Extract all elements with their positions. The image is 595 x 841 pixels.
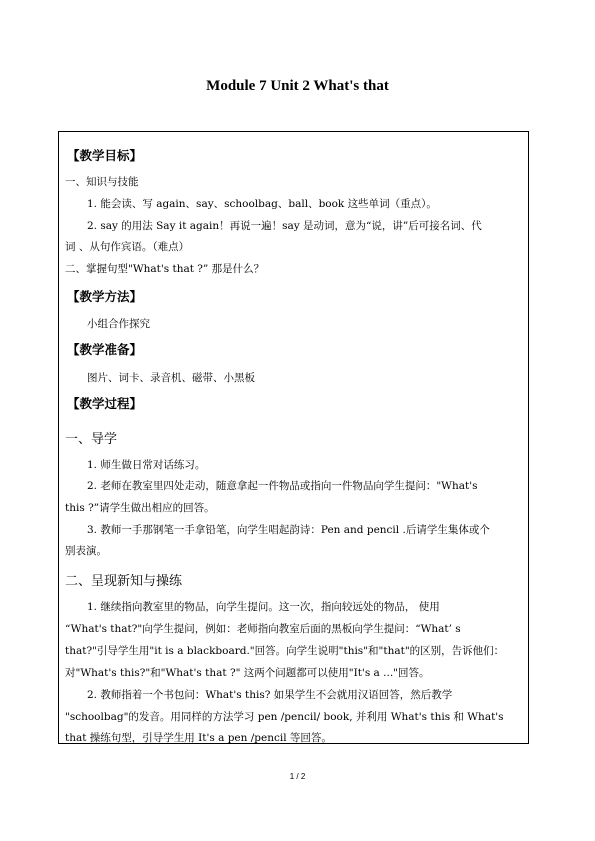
heading-preparation: 【教学准备】 bbox=[67, 342, 143, 357]
methods-text: 小组合作探究 bbox=[87, 318, 150, 330]
objectives-item-1: 1. 能会读、写 again、say、schoolbag、ball、book 这些单词（重点）。 bbox=[87, 198, 437, 210]
objectives-item-2-line-2: 词 、从句作宾语。（难点） bbox=[65, 241, 190, 253]
process-section-1: 一、导学 bbox=[65, 432, 118, 447]
process-paragraph-2-line-1: 2. 老师在教室里四处走动，随意拿起一件物品或指向一件物品向学生提问："What's bbox=[87, 480, 478, 492]
process-paragraph-3-line-1: 3. 教师一手那钢笔一手拿铅笔，向学生唱起韵诗：Pen and pencil .后请学生集体或个 bbox=[87, 524, 490, 536]
process-paragraph-4-line-3: that?"引导学生用"it is a blackboard."回答。向学生说明"this"和"that"的区别，告诉他们： bbox=[65, 645, 505, 657]
process-paragraph-4-line-1: 1. 继续指向教室里的物品，向学生提问。这一次，指向较远处的物品， 使用 bbox=[87, 601, 440, 613]
process-paragraph-5-line-2: "schoolbag"的发音。用同样的方法学习 pen /pencil/ book, 并利用 What's this 和 What's bbox=[65, 711, 504, 723]
page-number: 1 / 2 bbox=[289, 772, 306, 781]
heading-process: 【教学过程】 bbox=[67, 396, 143, 411]
preparation-text: 图片、词卡、录音机、磁带、小黑板 bbox=[87, 372, 255, 384]
heading-objectives: 【教学目标】 bbox=[67, 148, 143, 163]
heading-methods: 【教学方法】 bbox=[67, 289, 143, 304]
objectives-subheading-1: 一、知识与技能 bbox=[65, 176, 139, 188]
document-title: Module 7 Unit 2 What's that bbox=[206, 78, 389, 94]
process-paragraph-2-line-2: this ?”请学生做出相应的回答。 bbox=[65, 502, 215, 514]
process-paragraph-1: 1. 师生做日常对话练习。 bbox=[87, 459, 206, 471]
process-paragraph-3-line-2: 别表演。 bbox=[65, 545, 107, 557]
process-section-2: 二、呈现新知与操练 bbox=[65, 574, 183, 589]
lesson-plan-table bbox=[58, 131, 529, 744]
process-paragraph-4-line-4: 对"What's this?"和"What's that ?" 这两个问题都可以使用"It's a ..."回答。 bbox=[65, 667, 430, 679]
objectives-item-2-line-1: 2. say 的用法 Say it again！再说一遍！say 是动词，意为“说，讲”后可接名词、代 bbox=[87, 220, 482, 232]
process-paragraph-4-line-2: “What's that?"向学生提问，例如：老师指向教室后面的黑板向学生提问：“What’ s bbox=[65, 623, 461, 635]
process-paragraph-5-line-3: that 操练句型，引导学生用 It's a pen /pencil 等回答。 bbox=[65, 732, 332, 744]
objectives-subheading-2: 二、掌握句型"What's that ?” 那是什么？ bbox=[65, 263, 265, 275]
process-paragraph-5-line-1: 2. 教师指着一个书包问：What's this? 如果学生不会就用汉语回答，然后教学 bbox=[87, 689, 453, 701]
